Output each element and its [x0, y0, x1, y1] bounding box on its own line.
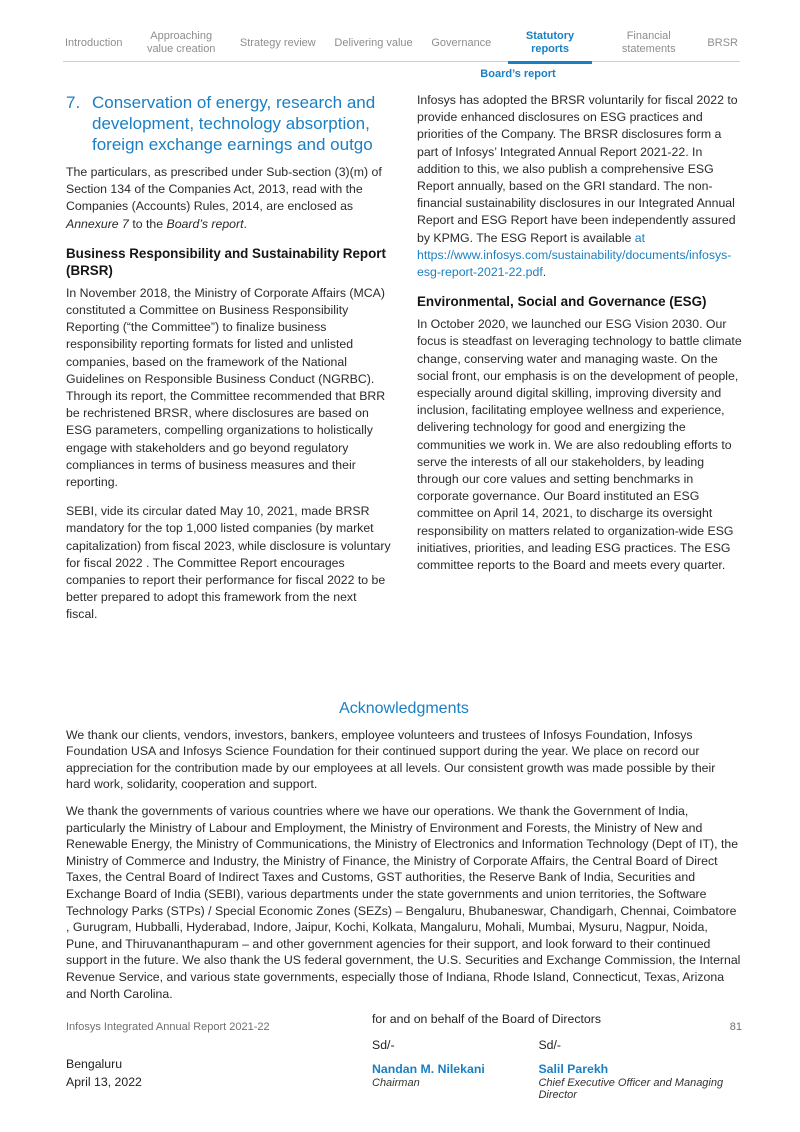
report-page [0, 28, 800, 1102]
main-content [66, 92, 742, 636]
nav-item-delivering-value[interactable]: Delivering value [334, 36, 413, 49]
signatory-name: Salil Parekh [538, 1062, 609, 1077]
intro-italic-boards-report: Board’s report [166, 216, 244, 231]
brsr-adoption-text: Infosys has adopted the BRSR voluntarily for fiscal 2022 to provide enhanced disclosures on ESG practices and priorities of the Company. The BRSR disclosures form a part of Infosys’ Integrated Annual Report 2021-22. In addition to this, we also publish a comprehensive ESG Report annually, based on the GRI standard. The non-financial sustainability disclosures in our Integrated Annual Report and ESG Report have been independently assured by KPMG. The ESG Report is available [417, 93, 738, 245]
signatory-ceo [538, 1038, 742, 1101]
esg-report-link[interactable]: at https://www.infosys.com/sustainability/documents/infosys-esg-report-2021-22.pdf [417, 230, 732, 280]
intro-text-2: to the [128, 216, 167, 231]
subnav-boards-report[interactable]: Board’s report [480, 68, 556, 80]
nav-item-financial-statements[interactable]: Financial statements [621, 30, 676, 55]
signatory-title: Chairman [372, 1077, 420, 1090]
signatories-row [372, 1038, 742, 1101]
right-column [417, 92, 742, 636]
section-7-heading [66, 92, 391, 155]
nav-item-governance[interactable]: Governance [431, 36, 492, 49]
esg-heading: Environmental, Social and Governance (ESG) [417, 294, 707, 310]
brsr-heading: Business Responsibility and Sustainability Report (BRSR) [66, 245, 386, 278]
footer-report-title: Infosys Integrated Annual Report 2021-22 [66, 1021, 270, 1033]
intro-text-3: . [243, 216, 247, 231]
brsr-paragraph-2: SEBI, vide its circular dated May 10, 2021, made BRSR mandatory for the top 1,000 listed companies (by market capitalization) from fiscal 2023, while disclosure is voluntary for fiscal 2022 . The Committee Report encourages companies to report their performance for fiscal 2022 to be better prepared to adopt this framework from the next fiscal. [66, 504, 391, 622]
section-intro-paragraph [66, 164, 391, 233]
page-footer [66, 1021, 742, 1033]
brsr-paragraph-1: In November 2018, the Ministry of Corporate Affairs (MCA) constituted a Committee on Business Responsibility Reporting (“the Committee”) to finalize business responsibility reporting formats for listed and unlisted companies, based on the framework of the National Guidelines on Responsible Business Conduct (NGRBC). Through its report, the Committee recommended that BRR be rechristened BRSR, where disclosures are based on ESG parameters, compelling organizations to holistically engage with stakeholders and go beyond regulatory compliances in terms of business measures and their reporting. [66, 285, 386, 490]
footer-page-number: 81 [729, 1021, 742, 1033]
signatory-chairman [372, 1038, 538, 1101]
section-number: 7. [66, 93, 81, 112]
behalf-of-board-text: for and on behalf of the Board of Directors [372, 1012, 601, 1027]
nav-item-strategy-review[interactable]: Strategy review [239, 36, 316, 49]
brsr-adoption-paragraph [417, 92, 742, 281]
signing-place: Bengaluru [66, 1057, 123, 1072]
signatory-name: Nandan M. Nilekani [372, 1062, 485, 1077]
after-link-period: . [542, 265, 547, 280]
signing-date: April 13, 2022 [66, 1074, 142, 1089]
esg-paragraph: In October 2020, we launched our ESG Vision 2030. Our focus is steadfast on leveraging technology to battle climate change, conserving water and managing waste. On the social front, our emphasis is on the development of people, especially around digital skilling, improving diversity and inclusion, facilitating employee wellness and experience, delivering technology for good and energizing the communities we work in. We are also redoubling efforts to serve the interests of all our stakeholders, by leading through our core values and setting benchmarks in corporate governance. Our Board instituted an ESG committee on April 14, 2021, to discharge its oversight responsibility on matters related to organization-wide ESG initiatives, priorities, and leading ESG practices. The ESG committee reports to the Board and meets every quarter. [417, 317, 742, 573]
nav-item-introduction[interactable]: Introduction [65, 36, 123, 49]
acknowledgments-paragraph-2: We thank the governments of various countries where we have our operations. We thank the Government of India, particularly the Ministry of Labour and Employment, the Ministry of Environment and Forests, the Ministry of New and Renewable Energy, the Ministry of Communications, the Ministry of Electronics and Information Technology (Dept of IT), the Ministry of Commerce and Industry, the Ministry of Finance, the Ministry of Corporate Affairs, the Central Board of Direct Taxes, the Central Board of Indirect Taxes and Customs, GST authorities, the Reserve Bank of India, Securities and Exchange Board of India (SEBI), various departments under the state governments and union territories, the Software Technology Parks (STPs) / Special Economic Zones (SEZs) – Bengaluru, Bhubaneswar, Chandigarh, Chennai, Coimbatore , Gurugram, Hubballi, Hyderabad, Indore, Jaipur, Kochi, Kolkata, Mangaluru, Mohali, Mumbai, Mysuru, Nagpur, Noida, Pune, and Thiruvananthapuram – and other government agencies for their support, and look forward to their continued support in the future. We also thank the US federal government, the U.S. Securities and Exchange Commission, the Internal Revenue Service, and various state governments, especially those of Indiana, Rhode Island, Connecticut, Texas, Arizona and North Carolina. [66, 804, 741, 1001]
place-and-date [66, 1056, 142, 1091]
section-title: Conservation of energy, research and development, technology absorption, foreign exchange earnings and outgo [92, 93, 376, 154]
signatory-title: Chief Executive Officer and Managing Director [538, 1077, 724, 1102]
acknowledgments-section [66, 700, 742, 1003]
acknowledgments-paragraph-1: We thank our clients, vendors, investors, bankers, employee volunteers and trustees of Infosys Foundation, Infosys Foundation USA and Infosys Science Foundation for their continued support during the year. We place on record our appreciation for the contribution made by our employees at all levels. Our consistent growth was made possible by their hard work, solidarity, cooperation and support. [66, 727, 716, 792]
left-column [66, 92, 391, 636]
nav-item-approaching-value-creation[interactable]: Approaching value creation [146, 30, 216, 55]
nav-item-statutory-reports[interactable]: Statutory reports [508, 28, 592, 61]
sd-label: Sd/- [538, 1038, 562, 1053]
sd-label: Sd/- [372, 1038, 395, 1053]
intro-italic-annexure: Annexure 7 [66, 216, 129, 231]
nav-item-brsr[interactable]: BRSR [707, 36, 738, 49]
acknowledgments-title: Acknowledgments [339, 699, 469, 717]
top-nav [63, 28, 740, 80]
intro-text-1: The particulars, as prescribed under Sub-section (3)(m) of Section 134 of the Companies Act, 2013, read with the Companies (Accounts) Rules, 2014, are enclosed as [66, 165, 382, 214]
nav-row [63, 28, 740, 62]
